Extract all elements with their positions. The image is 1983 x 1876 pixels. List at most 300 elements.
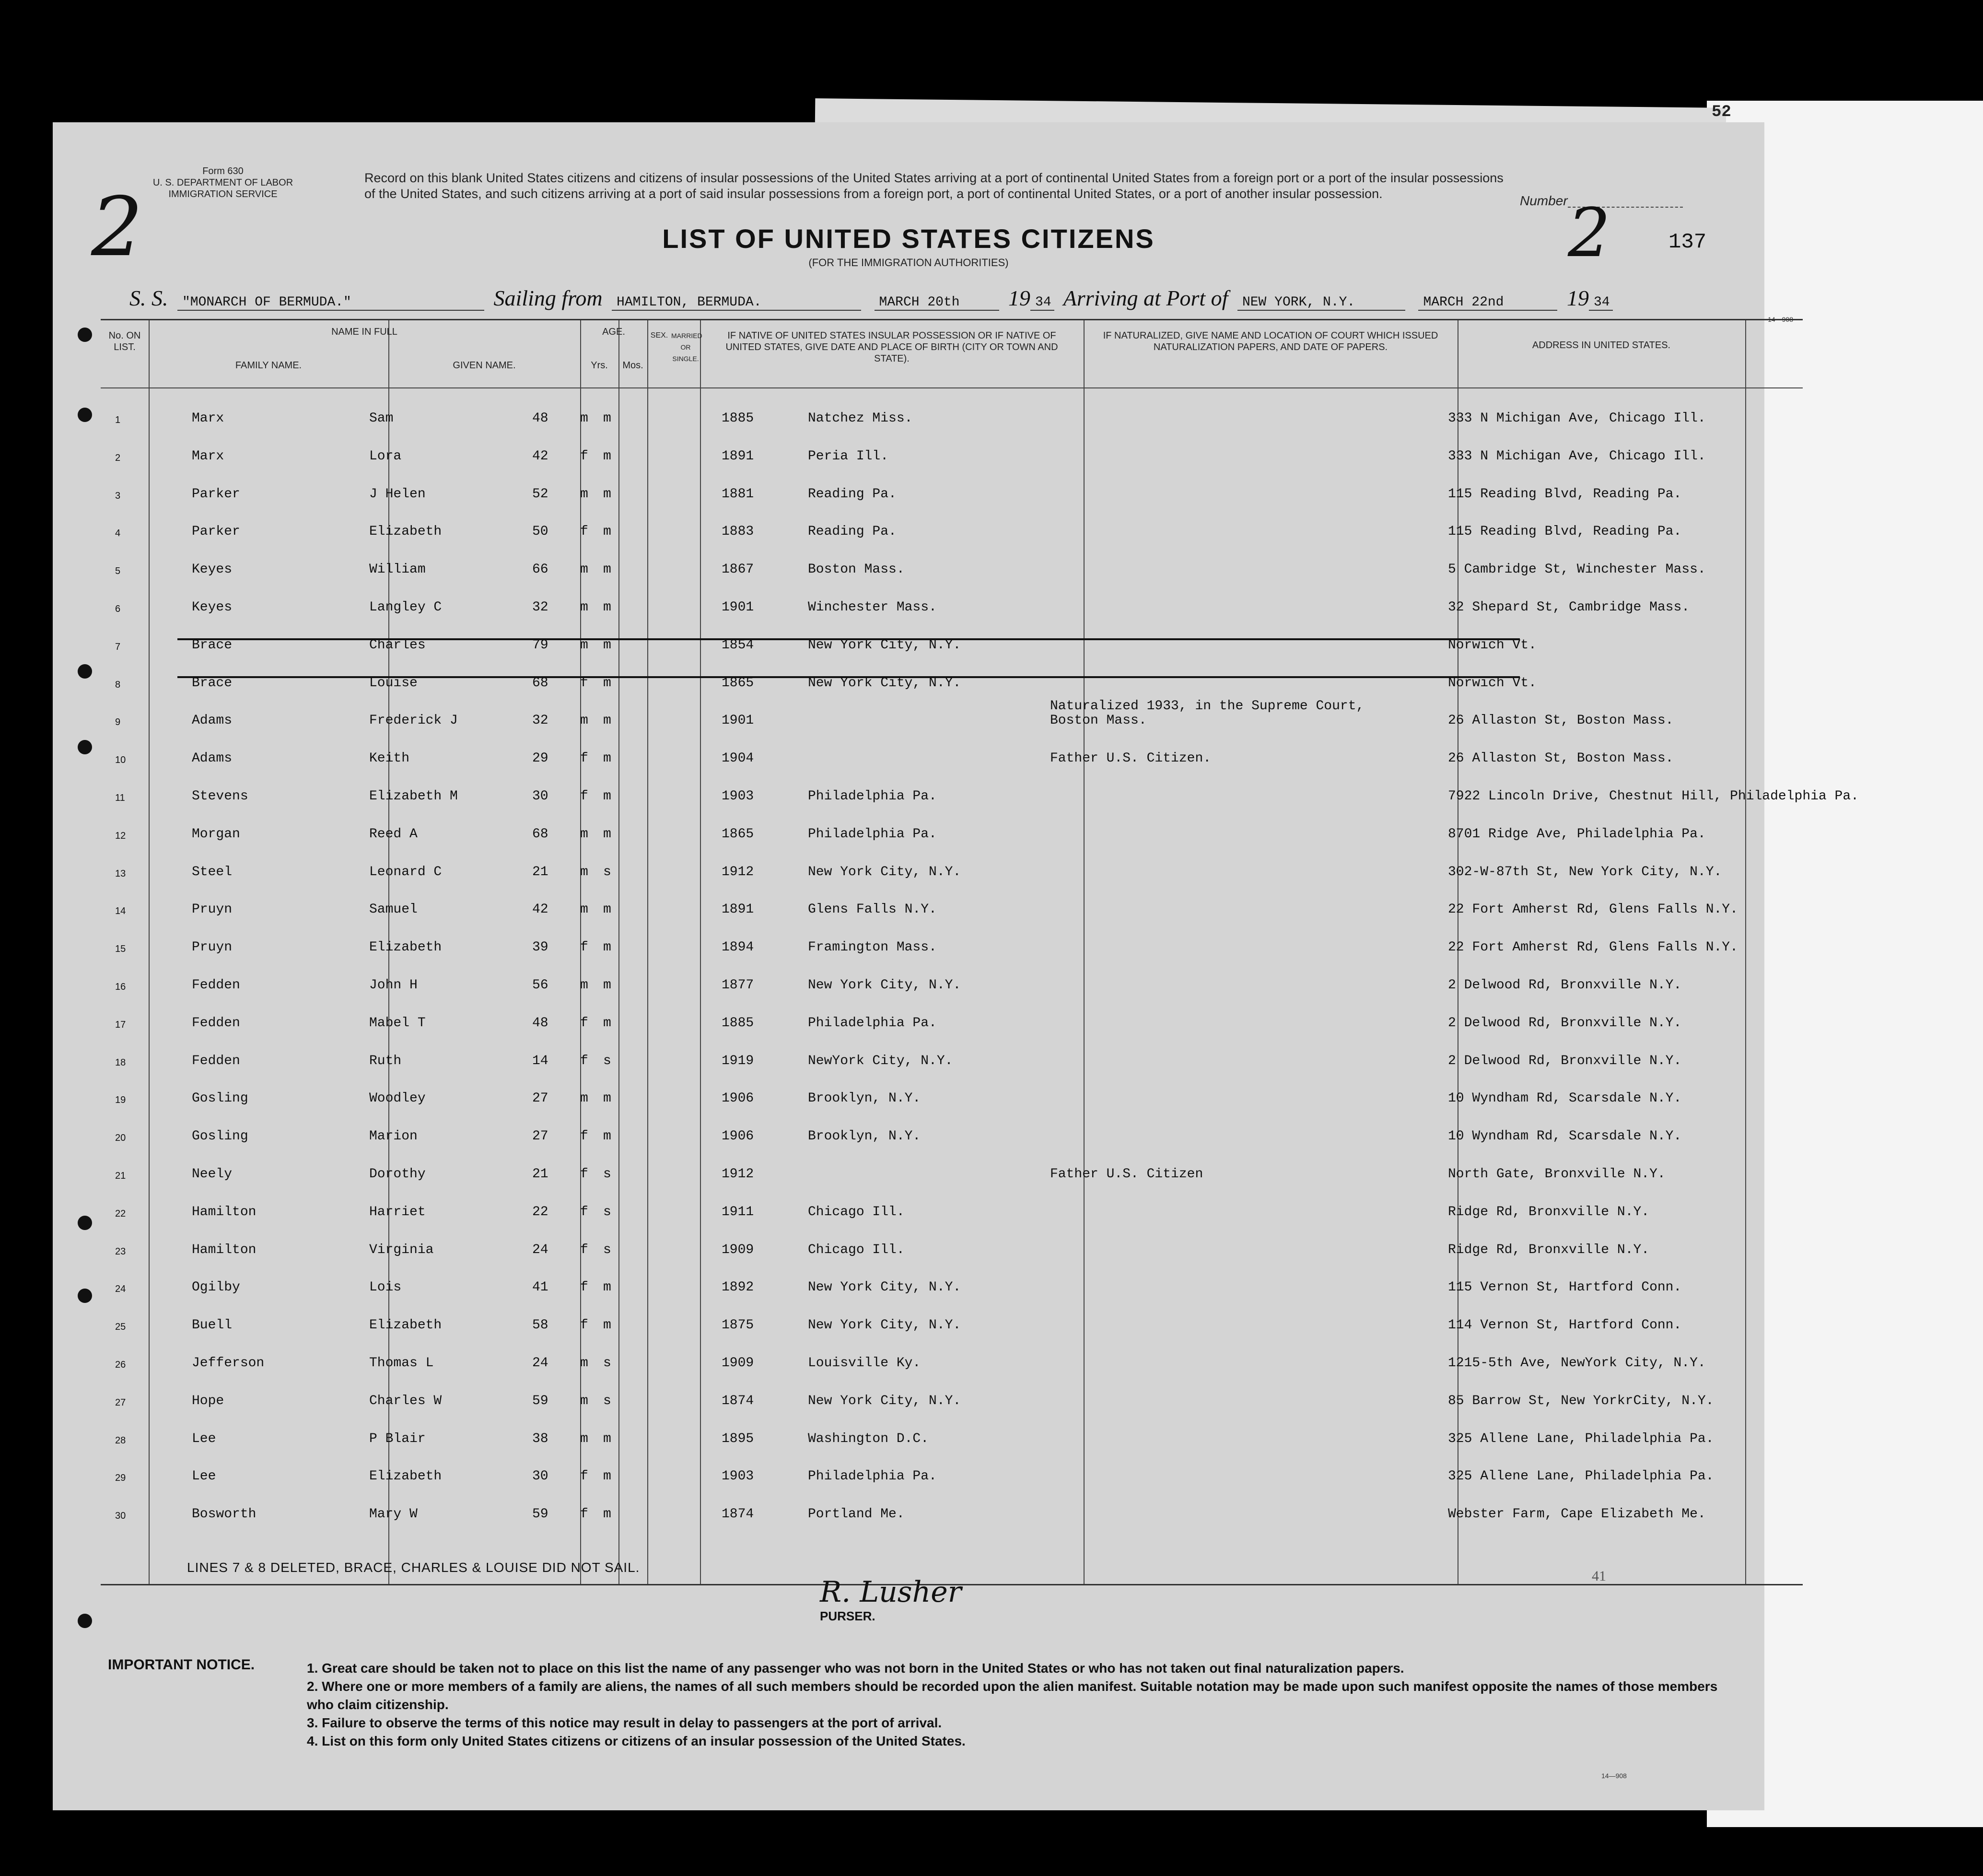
birth-year: 1901 <box>722 600 754 615</box>
birth-year: 1875 <box>722 1318 754 1333</box>
table-row <box>101 1413 1803 1450</box>
department-name: U. S. DEPARTMENT OF LABOR <box>152 177 293 188</box>
address: 115 Reading Blvd, Reading Pa. <box>1448 524 1682 539</box>
punch-hole <box>78 1216 92 1230</box>
family-name: Marx <box>192 411 224 426</box>
birth-year: 1885 <box>722 1015 754 1031</box>
marital-status: m <box>603 411 611 426</box>
birth-place: Peria Ill. <box>808 448 889 464</box>
birth-place: Washington D.C. <box>808 1431 929 1446</box>
family-name: Gosling <box>192 1091 248 1106</box>
family-name: Fedden <box>192 978 240 993</box>
purser-signature: R. Lusher <box>820 1575 962 1609</box>
birth-year: 1911 <box>722 1204 754 1219</box>
sex: f <box>580 789 588 804</box>
age-years: 27 <box>532 1091 548 1106</box>
sex: m <box>580 1393 588 1408</box>
table-row <box>101 657 1803 694</box>
birth-year: 1885 <box>722 411 754 426</box>
record-instructions: Record on this blank United States citizens and citizens of insular possessions of the United States arriving at a port of continental United States from a foreign port or a port of the insular possessions of the United States, and such citizens arriving at a port of said insular possessions from a foreign port, a port of continental United States, or a port of another insular possession. <box>364 171 1504 201</box>
birth-year: 1909 <box>722 1356 754 1371</box>
sailing-from-label: Sailing from <box>493 286 603 310</box>
sailing-line <box>129 285 1617 311</box>
table-row <box>101 430 1803 468</box>
address: 2 Delwood Rd, Bronxville N.Y. <box>1448 978 1682 993</box>
marital-status: s <box>603 1167 611 1182</box>
marital-status: m <box>603 1280 611 1295</box>
sex: f <box>580 1015 588 1031</box>
address: 26 Allaston St, Boston Mass. <box>1448 713 1674 728</box>
given-name: J Helen <box>369 486 426 502</box>
deleted-lines-note: LINES 7 & 8 DELETED, BRACE, CHARLES & LOUISE DID NOT SAIL. <box>187 1560 640 1575</box>
birth-place: Framington Mass. <box>808 940 937 955</box>
row-number: 8 <box>115 679 121 690</box>
marital-status: m <box>603 1129 611 1144</box>
departure-date: MARCH 20th <box>875 295 999 311</box>
family-name: Brace <box>192 675 233 691</box>
birth-place: Glens Falls N.Y. <box>808 902 937 917</box>
birth-year: 1892 <box>722 1280 754 1295</box>
given-name: Elizabeth <box>369 940 442 955</box>
marital-status: m <box>603 1091 611 1106</box>
sex: f <box>580 751 588 766</box>
table-row <box>101 1072 1803 1110</box>
birth-year: 1912 <box>722 864 754 879</box>
row-number: 26 <box>115 1360 126 1370</box>
row-number: 9 <box>115 717 121 728</box>
birth-place: New York City, N.Y. <box>808 978 961 993</box>
given-name: Mary W <box>369 1507 418 1522</box>
table-row <box>101 1375 1803 1412</box>
notice-item: 4. List on this form only United States citizens or citizens of an insular possession of the United States. <box>307 1734 966 1748</box>
table-row <box>101 770 1859 808</box>
row-number: 2 <box>115 452 121 463</box>
address: 5 Cambridge St, Winchester Mass. <box>1448 562 1706 577</box>
birth-place: Philadelphia Pa. <box>808 1469 937 1484</box>
address: Norwich Vt. <box>1448 637 1537 653</box>
row-number: 29 <box>115 1473 126 1484</box>
row-number: 22 <box>115 1208 126 1219</box>
given-name: John H <box>369 978 418 993</box>
sex: m <box>580 1356 588 1371</box>
arriving-label: Arriving at Port of <box>1063 286 1228 310</box>
birth-year: 1874 <box>722 1393 754 1408</box>
row-number: 12 <box>115 830 126 841</box>
given-name: Sam <box>369 411 394 426</box>
col-married: MARRIED OR SINGLE. <box>671 332 702 363</box>
marital-status: m <box>603 562 611 577</box>
birth-place: Reading Pa. <box>808 524 897 539</box>
row-number: 14 <box>115 906 126 917</box>
side-page-number: 52 <box>1712 103 1731 121</box>
address: Norwich Vt. <box>1448 675 1537 691</box>
punch-hole <box>78 1289 92 1303</box>
family-name: Hamilton <box>192 1242 257 1257</box>
sex: m <box>580 411 588 426</box>
given-name: Elizabeth <box>369 1469 442 1484</box>
form-code-header: 14—908 <box>1768 316 1793 323</box>
row-number: 19 <box>115 1095 126 1106</box>
address: 7922 Lincoln Drive, Chestnut Hill, Philadelphia Pa. <box>1448 789 1859 804</box>
col-sex: SEX. <box>650 331 668 340</box>
sex: m <box>580 713 588 728</box>
row-number: 24 <box>115 1284 126 1295</box>
sex: f <box>580 1318 588 1333</box>
table-row <box>101 392 1803 430</box>
given-name: Thomas L <box>369 1356 434 1371</box>
age-years: 56 <box>532 978 548 993</box>
age-years: 39 <box>532 940 548 955</box>
given-name: Lora <box>369 448 402 464</box>
notice-item: 3. Failure to observe the terms of this notice may result in delay to passengers at the port of arrival. <box>307 1715 942 1730</box>
birth-place: New York City, N.Y. <box>808 1318 961 1333</box>
table-row <box>101 1224 1803 1261</box>
birth-year: 1903 <box>722 789 754 804</box>
row-number: 21 <box>115 1171 126 1181</box>
marital-status: s <box>603 1242 611 1257</box>
row-number: 23 <box>115 1246 126 1257</box>
address: 302-W-87th St, New York City, N.Y. <box>1448 864 1722 879</box>
age-years: 48 <box>532 1015 548 1031</box>
age-years: 27 <box>532 1129 548 1144</box>
ss-label: S. S. <box>129 286 168 310</box>
given-name: Elizabeth M <box>369 789 458 804</box>
row-number: 5 <box>115 566 121 577</box>
age-years: 79 <box>532 637 548 653</box>
form-number: Form 630 <box>202 166 244 176</box>
marital-status: m <box>603 713 611 728</box>
sex: f <box>580 1280 588 1295</box>
age-years: 22 <box>532 1204 548 1219</box>
marital-status: m <box>603 978 611 993</box>
age-years: 52 <box>532 486 548 502</box>
age-years: 30 <box>532 1469 548 1484</box>
age-years: 24 <box>532 1356 548 1371</box>
age-years: 24 <box>532 1242 548 1257</box>
marital-status: m <box>603 524 611 539</box>
sex: f <box>580 524 588 539</box>
birth-year: 1874 <box>722 1507 754 1522</box>
col-no: No. ON LIST. <box>108 330 141 352</box>
given-name: Leonard C <box>369 864 442 879</box>
punch-hole <box>78 328 92 342</box>
punch-hole <box>78 1614 92 1628</box>
address: 333 N Michigan Ave, Chicago Ill. <box>1448 448 1706 464</box>
family-name: Lee <box>192 1431 216 1446</box>
table-row <box>101 1186 1803 1223</box>
table-row <box>101 694 1803 732</box>
service-name: IMMIGRATION SERVICE <box>168 189 278 199</box>
birth-year: 1877 <box>722 978 754 993</box>
address: 10 Wyndham Rd, Scarsdale N.Y. <box>1448 1129 1682 1144</box>
notice-item: 1. Great care should be taken not to place on this list the name of any passenger who was not born in the United States or who has not taken out final naturalization papers. <box>307 1661 1404 1676</box>
birth-place: Portland Me. <box>808 1507 905 1522</box>
family-name: Marx <box>192 448 224 464</box>
birth-place: New York City, N.Y. <box>808 675 961 691</box>
year-prefix: 19 <box>1566 286 1589 310</box>
birth-year: 1906 <box>722 1091 754 1106</box>
table-row <box>101 1110 1803 1148</box>
sex: f <box>580 675 588 691</box>
address: 22 Fort Amherst Rd, Glens Falls N.Y. <box>1448 940 1738 955</box>
sex: m <box>580 600 588 615</box>
marital-status: s <box>603 1356 611 1371</box>
col-address: ADDRESS IN UNITED STATES. <box>1532 340 1671 351</box>
table-row <box>101 619 1803 657</box>
marital-status: m <box>603 486 611 502</box>
given-name: Lois <box>369 1280 402 1295</box>
sex: f <box>580 1129 588 1144</box>
marital-status: m <box>603 1469 611 1484</box>
address: 1215-5th Ave, NewYork City, N.Y. <box>1448 1356 1706 1371</box>
birth-year: 1919 <box>722 1053 754 1068</box>
given-name: Dorothy <box>369 1167 426 1182</box>
sex: f <box>580 1053 588 1068</box>
marital-status: m <box>603 1318 611 1333</box>
address: 85 Barrow St, New YorkrCity, N.Y. <box>1448 1393 1714 1408</box>
col-age: AGE. <box>602 327 625 337</box>
table-row <box>101 846 1803 883</box>
family-name: Parker <box>192 524 240 539</box>
family-name: Hope <box>192 1393 224 1408</box>
birth-year: 1854 <box>722 637 754 653</box>
sex: f <box>580 1469 588 1484</box>
birth-year: 1909 <box>722 1242 754 1257</box>
given-name: William <box>369 562 426 577</box>
age-years: 68 <box>532 675 548 691</box>
sex: f <box>580 1507 588 1522</box>
family-name: Lee <box>192 1469 216 1484</box>
sex: f <box>580 1204 588 1219</box>
address: 8701 Ridge Ave, Philadelphia Pa. <box>1448 826 1706 842</box>
marital-status: m <box>603 902 611 917</box>
sex: m <box>580 1091 588 1106</box>
family-name: Fedden <box>192 1053 240 1068</box>
stamp-number: 137 <box>1668 230 1707 254</box>
family-name: Gosling <box>192 1129 248 1144</box>
age-years: 32 <box>532 600 548 615</box>
age-years: 30 <box>532 789 548 804</box>
age-years: 32 <box>532 713 548 728</box>
birth-place: Reading Pa. <box>808 486 897 502</box>
birth-place: Chicago Ill. <box>808 1204 905 1219</box>
age-years: 59 <box>532 1507 548 1522</box>
sex: f <box>580 1242 588 1257</box>
table-row <box>101 1337 1803 1374</box>
family-name: Keyes <box>192 600 233 615</box>
address: North Gate, Bronxville N.Y. <box>1448 1167 1666 1182</box>
birth-year: 1894 <box>722 940 754 955</box>
birth-year: 1903 <box>722 1469 754 1484</box>
handwritten-left-mark: 2 <box>91 180 143 275</box>
punch-hole <box>78 664 92 679</box>
marital-status: m <box>603 448 611 464</box>
form-identifier <box>149 165 297 200</box>
family-name: Jefferson <box>192 1356 265 1371</box>
marital-status: m <box>603 789 611 804</box>
row-number: 30 <box>115 1511 126 1522</box>
family-name: Steel <box>192 864 233 879</box>
departure-year: 34 <box>1030 295 1054 311</box>
birth-place: NewYork City, N.Y. <box>808 1053 953 1068</box>
arrival-port: NEW YORK, N.Y. <box>1237 295 1405 311</box>
birth-year: 1891 <box>722 902 754 917</box>
col-naturalized: IF NATURALIZED, GIVE NAME AND LOCATION OF COURT WHICH ISSUED NATURALIZATION PAPERS, AND DATE OF PAPERS. <box>1103 330 1438 352</box>
row-number: 17 <box>115 1019 126 1030</box>
sex: f <box>580 448 588 464</box>
given-name: Ruth <box>369 1053 402 1068</box>
row-number: 20 <box>115 1133 126 1144</box>
address: 115 Vernon St, Hartford Conn. <box>1448 1280 1682 1295</box>
age-years: 42 <box>532 902 548 917</box>
birth-place: New York City, N.Y. <box>808 637 961 653</box>
birth-year: 1895 <box>722 1431 754 1446</box>
sex: f <box>580 1167 588 1182</box>
given-name: Virginia <box>369 1242 434 1257</box>
birth-year: 1904 <box>722 751 754 766</box>
row-number: 10 <box>115 755 126 766</box>
marital-status: m <box>603 1431 611 1446</box>
sex: f <box>580 940 588 955</box>
marital-status: m <box>603 940 611 955</box>
col-mos: Mos. <box>622 360 643 371</box>
birth-year: 1901 <box>722 713 754 728</box>
birth-year: 1906 <box>722 1129 754 1144</box>
birth-year: 1865 <box>722 826 754 842</box>
family-name: Keyes <box>192 562 233 577</box>
age-years: 58 <box>532 1318 548 1333</box>
purser-label: PURSER. <box>820 1609 875 1623</box>
punch-hole <box>78 740 92 754</box>
family-name: Parker <box>192 486 240 502</box>
birth-place: Winchester Mass. <box>808 600 937 615</box>
given-name: P Blair <box>369 1431 426 1446</box>
age-years: 66 <box>532 562 548 577</box>
table-row <box>101 732 1803 770</box>
departure-port: HAMILTON, BERMUDA. <box>612 295 861 311</box>
family-name: Adams <box>192 713 233 728</box>
marital-status: m <box>603 1507 611 1522</box>
age-years: 29 <box>532 751 548 766</box>
col-family: FAMILY NAME. <box>235 360 302 371</box>
row-number: 4 <box>115 528 121 539</box>
given-name: Elizabeth <box>369 1318 442 1333</box>
row-number: 15 <box>115 944 126 955</box>
sex: m <box>580 902 588 917</box>
family-name: Adams <box>192 751 233 766</box>
birth-year: 1912 <box>722 1167 754 1182</box>
table-row <box>101 997 1803 1034</box>
family-name: Hamilton <box>192 1204 257 1219</box>
address: 10 Wyndham Rd, Scarsdale N.Y. <box>1448 1091 1682 1106</box>
birth-place: Chicago Ill. <box>808 1242 905 1257</box>
address: 114 Vernon St, Hartford Conn. <box>1448 1318 1682 1333</box>
sex: m <box>580 486 588 502</box>
marital-status: s <box>603 1393 611 1408</box>
birth-place: New York City, N.Y. <box>808 1280 961 1295</box>
page-subtitle: (FOR THE IMMIGRATION AUTHORITIES) <box>808 257 1009 269</box>
marital-status: m <box>603 751 611 766</box>
birth-place: Philadelphia Pa. <box>808 826 937 842</box>
arrival-year: 34 <box>1589 295 1613 311</box>
given-name: Charles W <box>369 1393 442 1408</box>
table-row <box>101 921 1803 959</box>
given-name: Marion <box>369 1129 418 1144</box>
address: 2 Delwood Rd, Bronxville N.Y. <box>1448 1015 1682 1031</box>
arrival-date: MARCH 22nd <box>1418 295 1557 311</box>
row-number: 7 <box>115 641 121 652</box>
given-name: Harriet <box>369 1204 426 1219</box>
handwritten-list-number: 2 <box>1568 194 1611 272</box>
birth-place: Philadelphia Pa. <box>808 1015 937 1031</box>
age-years: 59 <box>532 1393 548 1408</box>
table-row <box>101 505 1803 543</box>
family-name: Pruyn <box>192 902 233 917</box>
family-name: Stevens <box>192 789 248 804</box>
age-years: 48 <box>532 411 548 426</box>
naturalization: Father U.S. Citizen. <box>1050 751 1212 766</box>
birth-place: New York City, N.Y. <box>808 1393 961 1408</box>
given-name: Woodley <box>369 1091 426 1106</box>
notice-item: 2. Where one or more members of a family are aliens, the names of all such members should be recorded upon the alien manifest. Suitable notation may be made upon such manifest opposite the names of those members who claim citizenship. <box>307 1679 1718 1712</box>
age-years: 21 <box>532 1167 548 1182</box>
given-name: Elizabeth <box>369 524 442 539</box>
col-name-in-full: NAME IN FULL <box>331 327 397 337</box>
given-name: Samuel <box>369 902 418 917</box>
table-row <box>101 808 1803 845</box>
sex: m <box>580 1431 588 1446</box>
age-years: 50 <box>532 524 548 539</box>
birth-year: 1867 <box>722 562 754 577</box>
table-row <box>101 468 1803 505</box>
address: 115 Reading Blvd, Reading Pa. <box>1448 486 1682 502</box>
row-number: 3 <box>115 490 121 501</box>
address: 26 Allaston St, Boston Mass. <box>1448 751 1674 766</box>
row-number: 18 <box>115 1057 126 1068</box>
table-row <box>101 1035 1803 1072</box>
family-name: Morgan <box>192 826 240 842</box>
page-title: LIST OF UNITED STATES CITIZENS <box>662 223 1155 254</box>
family-name: Neely <box>192 1167 233 1182</box>
birth-year: 1883 <box>722 524 754 539</box>
row-number: 16 <box>115 982 126 992</box>
address: 325 Allene Lane, Philadelphia Pa. <box>1448 1469 1714 1484</box>
manifest-page <box>53 122 1859 1810</box>
sex: m <box>580 637 588 653</box>
given-name: Keith <box>369 751 410 766</box>
birth-place: Brooklyn, N.Y. <box>808 1129 921 1144</box>
address: Webster Farm, Cape Elizabeth Me. <box>1448 1507 1706 1522</box>
marital-status: s <box>603 1053 611 1068</box>
birth-place: Natchez Miss. <box>808 411 913 426</box>
birth-year: 1891 <box>722 448 754 464</box>
birth-place: Boston Mass. <box>808 562 905 577</box>
row-number: 6 <box>115 604 121 614</box>
notice-heading: IMPORTANT NOTICE. <box>108 1657 255 1673</box>
naturalization: Father U.S. Citizen <box>1050 1167 1203 1182</box>
family-name: Pruyn <box>192 940 233 955</box>
address: Ridge Rd, Bronxville N.Y. <box>1448 1242 1650 1257</box>
given-name: Charles <box>369 637 426 653</box>
family-name: Ogilby <box>192 1280 240 1295</box>
given-name: Reed A <box>369 826 418 842</box>
table-row <box>101 1450 1803 1488</box>
given-name: Louise <box>369 675 418 691</box>
table-row <box>101 581 1803 619</box>
table-row <box>101 543 1803 581</box>
form-code-footer: 14—908 <box>1601 1772 1627 1780</box>
marital-status: m <box>603 826 611 842</box>
